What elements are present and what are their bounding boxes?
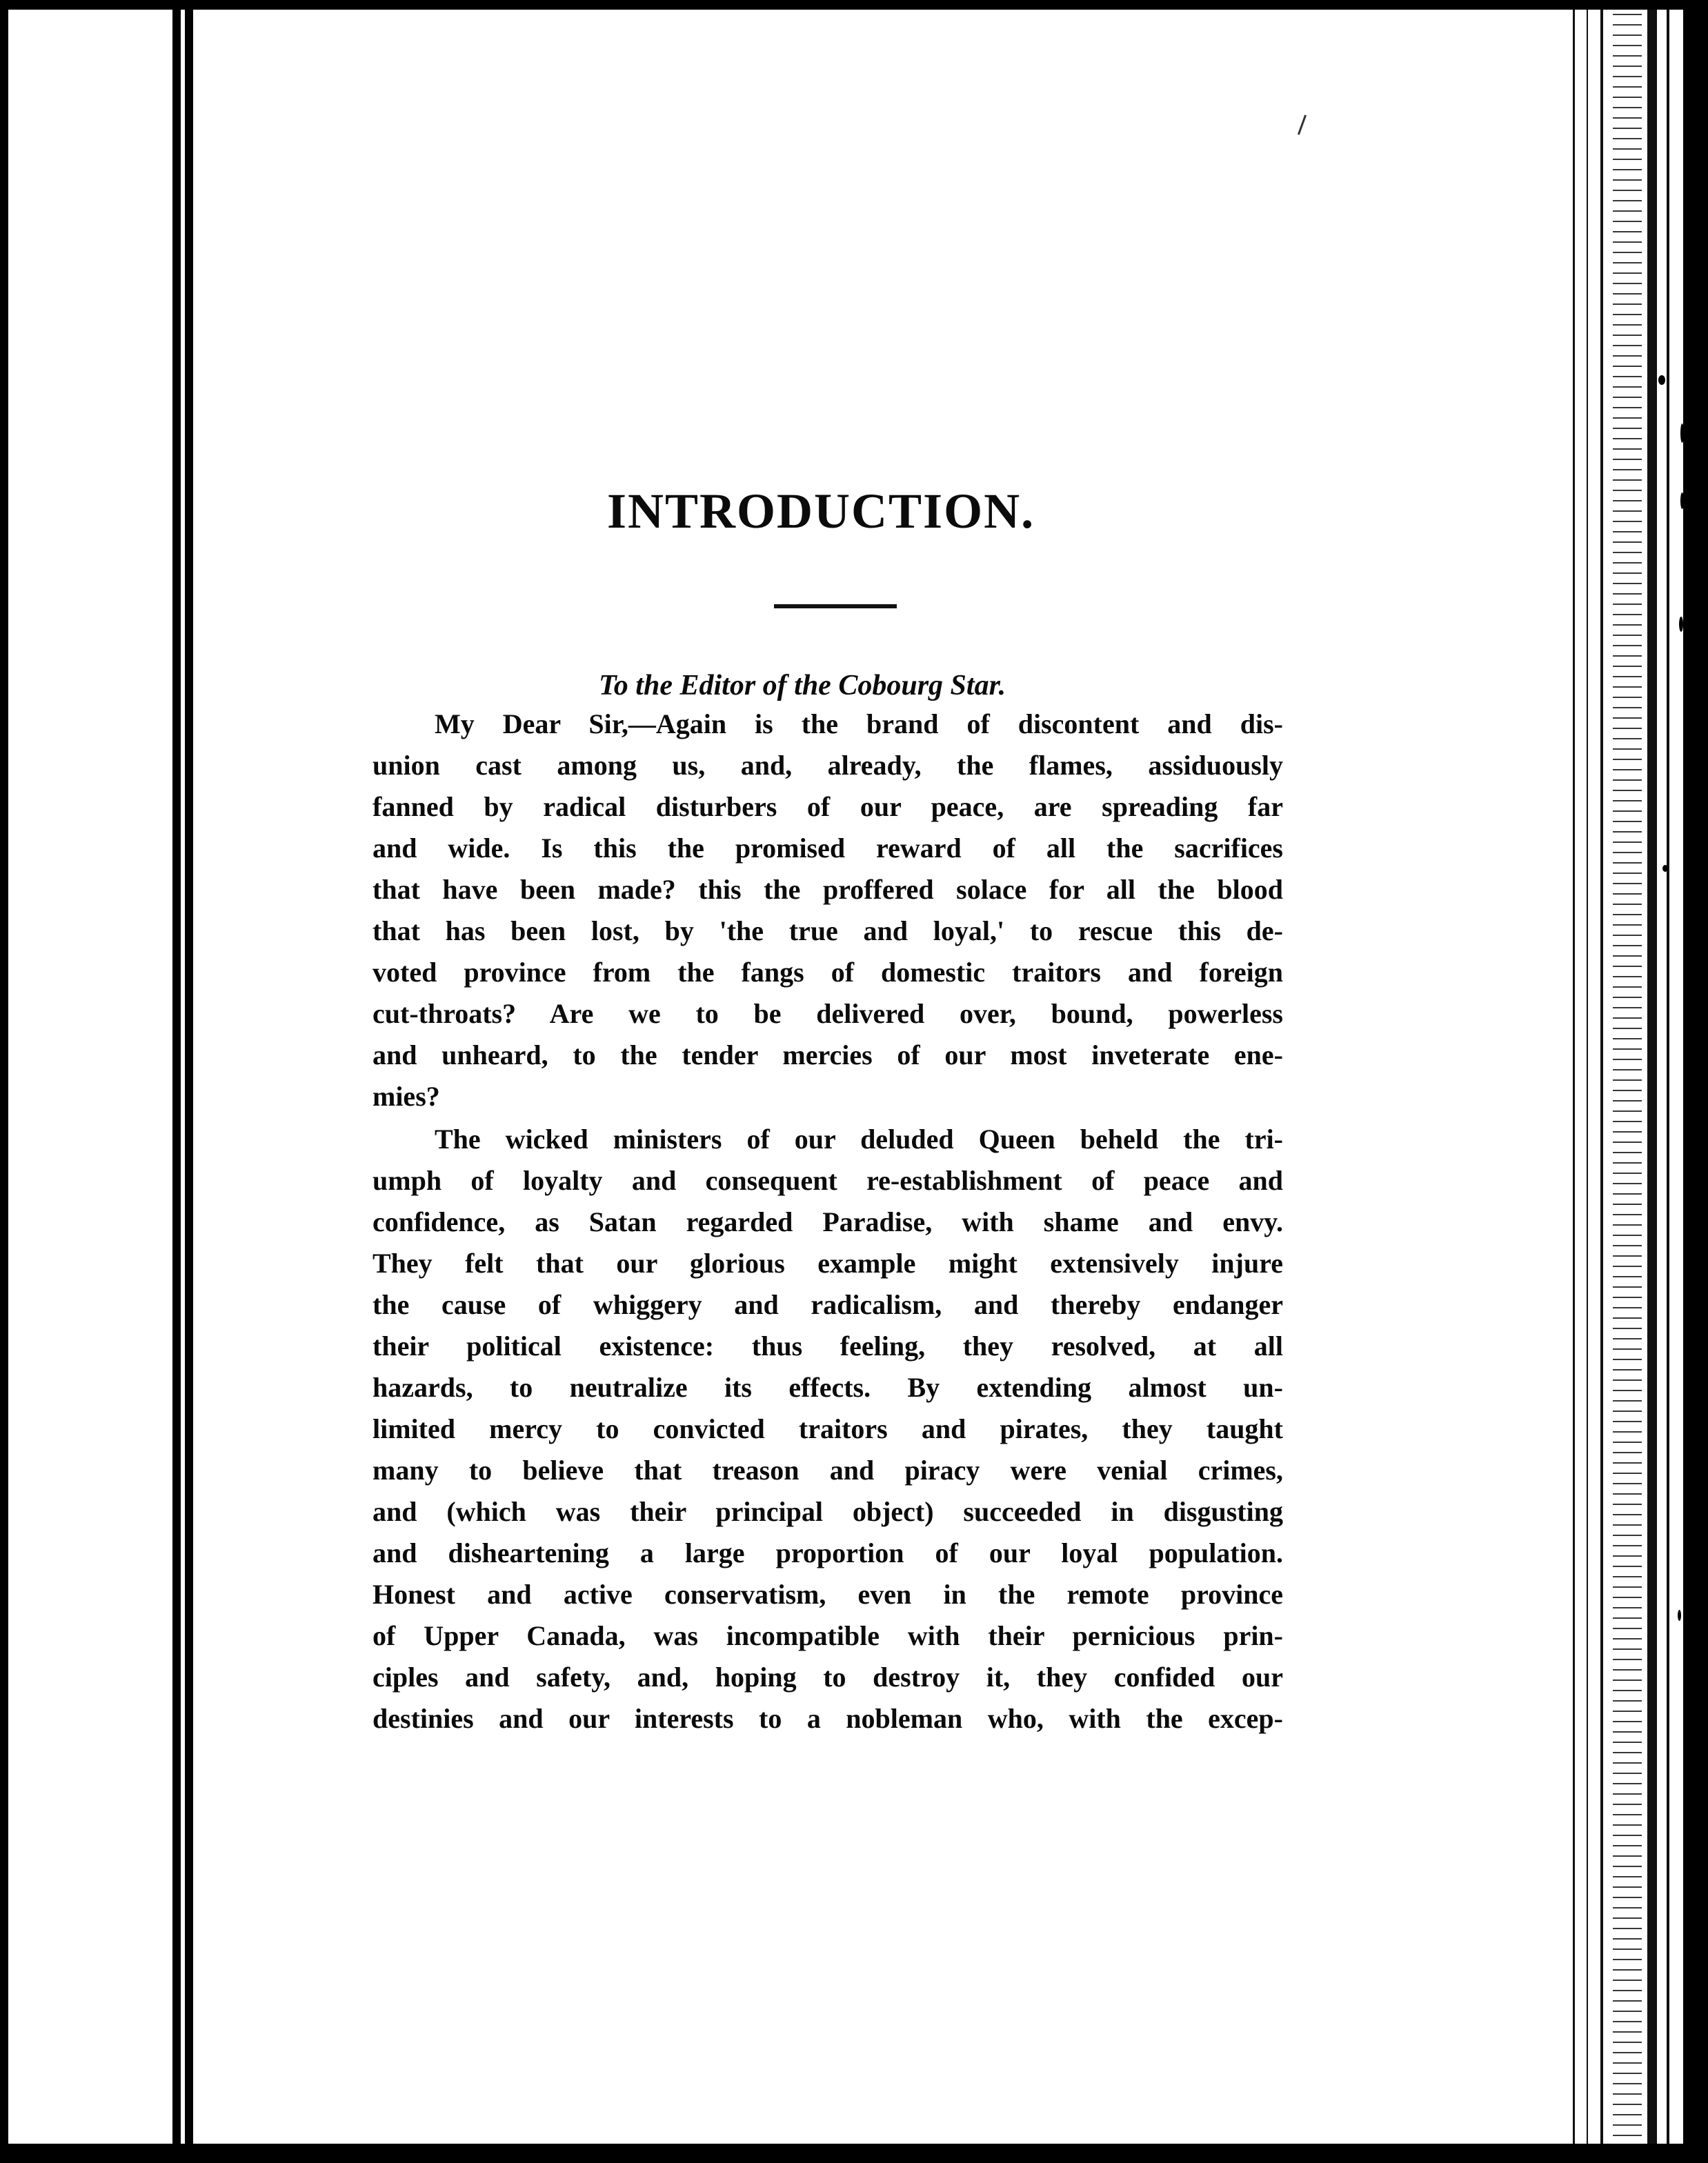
- text-line: They felt that our glorious example might extensively injure: [373, 1248, 1283, 1279]
- scan-border-bottom: [0, 2144, 1708, 2163]
- text-line: cut-throats? Are we to be delivered over, bound, powerless: [373, 998, 1283, 1029]
- text-line: many to believe that treason and piracy were venial crimes,: [373, 1455, 1283, 1486]
- text-line: confidence, as Satan regarded Paradise, with shame and envy.: [373, 1206, 1283, 1237]
- text-line: ciples and safety, and, hoping to destroy it, they confided our: [373, 1662, 1283, 1693]
- text-line: that has been lost, by 'the true and loyal,' to rescue this de-: [373, 915, 1283, 946]
- text-line: Honest and active conservatism, even in the remote province: [373, 1579, 1283, 1610]
- text-line: fanned by radical disturbers of our peace, are spreading far: [373, 791, 1283, 822]
- left-page-strip: [8, 10, 172, 2144]
- text-line: their political existence: thus feeling, they resolved, at all: [373, 1330, 1283, 1362]
- scan-border-left: [0, 0, 8, 2163]
- pencil-mark: [1298, 114, 1307, 134]
- text-line: union cast among us, and, already, the flames, assiduously: [373, 750, 1283, 781]
- text-line: and wide. Is this the promised reward of all the sacrifices: [373, 833, 1283, 864]
- text-line: and unheard, to the tender mercies of our most inveterate ene-: [373, 1039, 1283, 1070]
- text-line: hazards, to neutralize its effects. By extending almost un-: [373, 1372, 1283, 1403]
- text-line: destinies and our interests to a nobleman who, with the excep-: [373, 1703, 1283, 1734]
- text-line: voted province from the fangs of domestic traitors and foreign: [373, 957, 1283, 988]
- text-line: and disheartening a large proportion of our loyal population.: [373, 1537, 1283, 1568]
- paragraph-2: [373, 1119, 1283, 1740]
- text-line: and (which was their principal object) succeeded in disgusting: [373, 1496, 1283, 1527]
- paragraph-1: [373, 704, 1283, 1117]
- scan-border-top: [0, 0, 1708, 10]
- text-line: umph of loyalty and consequent re-establishment of peace and: [373, 1165, 1283, 1196]
- text-line: The wicked ministers of our deluded Queen beheld the tri-: [435, 1124, 1283, 1155]
- left-page-edge: [172, 10, 193, 2144]
- text-line: mies?: [373, 1081, 440, 1112]
- text-line: of Upper Canada, was incompatible with their pernicious prin-: [373, 1620, 1283, 1651]
- text-line: the cause of whiggery and radicalism, and thereby endanger: [373, 1289, 1283, 1320]
- title-rule: [774, 604, 897, 608]
- page-title: INTRODUCTION.: [607, 484, 1035, 539]
- text-line: limited mercy to convicted traitors and pirates, they taught: [373, 1413, 1283, 1444]
- text-line: that have been made? this the proffered solace for all the blood: [373, 874, 1283, 905]
- letter-heading: To the Editor of the Cobourg Star.: [599, 670, 1006, 701]
- text-line: My Dear Sir,—Again is the brand of discontent and dis-: [435, 708, 1283, 739]
- book-edge: [1573, 10, 1683, 2144]
- scan-border-right: [1683, 0, 1708, 2163]
